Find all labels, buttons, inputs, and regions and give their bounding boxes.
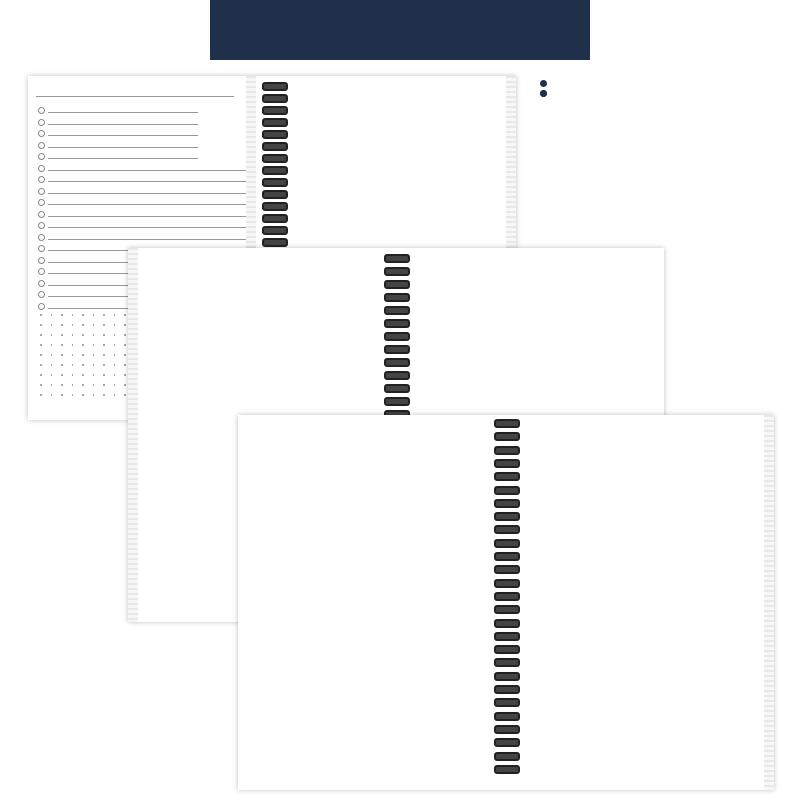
list-line: [48, 193, 246, 194]
binding-ring-icon: [494, 658, 520, 667]
dot-mark: [40, 334, 42, 336]
dot-mark: [51, 354, 53, 356]
page-edge: [764, 415, 774, 790]
dot-mark: [40, 364, 42, 366]
list-circle-icon: [38, 303, 45, 310]
dot-mark: [61, 384, 63, 386]
dot-mark: [114, 394, 116, 396]
dot-mark: [114, 324, 116, 326]
binding-ring-icon: [494, 446, 520, 455]
dot-mark: [82, 384, 84, 386]
list-line: [48, 124, 198, 125]
dot-mark: [72, 334, 74, 336]
weekly-left-days: [250, 437, 478, 757]
binding-ring-icon: [384, 345, 410, 354]
monthly-right-grid: [420, 272, 648, 414]
monthly-notes-lines: [140, 272, 192, 512]
binding-ring-icon: [262, 154, 288, 163]
binding-ring-icon: [494, 672, 520, 681]
list-line: [48, 204, 246, 205]
page-edge: [128, 248, 138, 622]
dot-mark: [72, 344, 74, 346]
list-line: [48, 170, 246, 171]
list-circle-icon: [38, 176, 45, 183]
dot-mark: [82, 334, 84, 336]
binding-ring-icon: [494, 579, 520, 588]
dot-mark: [82, 364, 84, 366]
list-line: [36, 96, 234, 97]
list-line: [48, 135, 198, 136]
binding-ring-icon: [384, 358, 410, 367]
list-line: [48, 112, 198, 113]
binding-ring-icon: [262, 238, 288, 247]
list-circle-icon: [38, 130, 45, 137]
dot-mark: [114, 344, 116, 346]
list-circle-icon: [38, 268, 45, 275]
dot-mark: [103, 394, 105, 396]
binding-ring-icon: [494, 605, 520, 614]
dot-mark: [124, 324, 126, 326]
binding-ring-icon: [384, 332, 410, 341]
list-circle-icon: [38, 291, 45, 298]
binding-ring-icon: [494, 765, 520, 774]
binding-ring-icon: [262, 82, 288, 91]
list-line: [48, 227, 246, 228]
dot-mark: [103, 364, 105, 366]
dot-mark: [93, 334, 95, 336]
binding-ring-icon: [384, 384, 410, 393]
dot-mark: [72, 374, 74, 376]
dot-mark: [72, 324, 74, 326]
binding-ring-icon: [494, 539, 520, 548]
dot-mark: [40, 354, 42, 356]
dot-mark: [124, 374, 126, 376]
dot-mark: [51, 334, 53, 336]
list-line: [48, 147, 198, 148]
dot-mark: [61, 374, 63, 376]
dot-mark: [103, 314, 105, 316]
list-line: [48, 158, 198, 159]
dot-mark: [93, 384, 95, 386]
list-circle-icon: [38, 119, 45, 126]
dot-mark: [124, 314, 126, 316]
binding-ring-icon: [384, 254, 410, 263]
dot-mark: [103, 334, 105, 336]
dot-mark: [82, 324, 84, 326]
binding-ring-icon: [262, 202, 288, 211]
binding-ring-icon: [494, 565, 520, 574]
dot-mark: [82, 344, 84, 346]
binding-ring-icon: [384, 267, 410, 276]
list-circle-icon: [38, 245, 45, 252]
dot-mark: [51, 314, 53, 316]
list-line: [48, 181, 246, 182]
dot-mark: [40, 324, 42, 326]
binding-ring-icon: [384, 306, 410, 315]
binding-ring-icon: [262, 214, 288, 223]
binding-ring-icon: [494, 525, 520, 534]
binding-ring-icon: [494, 552, 520, 561]
binding-ring-icon: [262, 166, 288, 175]
dot-mark: [93, 314, 95, 316]
dot-mark: [114, 314, 116, 316]
banner: [210, 0, 590, 60]
dot-mark: [61, 334, 63, 336]
binding-ring-icon: [494, 499, 520, 508]
list-circle-icon: [38, 222, 45, 229]
binding-ring-icon: [494, 685, 520, 694]
binding-ring-icon: [494, 486, 520, 495]
binding-ring-icon: [494, 419, 520, 428]
dot-mark: [40, 344, 42, 346]
binding-ring-icon: [384, 280, 410, 289]
binding-ring-icon: [494, 512, 520, 521]
binding-ring-icon: [384, 319, 410, 328]
list-circle-icon: [38, 280, 45, 287]
list-line: [48, 239, 246, 240]
dot-mark: [124, 394, 126, 396]
list-circle-icon: [38, 199, 45, 206]
dot-mark: [40, 374, 42, 376]
binding-ring-icon: [262, 118, 288, 127]
binding-ring-icon: [262, 142, 288, 151]
dot-mark: [51, 344, 53, 346]
dot-mark: [40, 394, 42, 396]
spiral-binding: [492, 415, 522, 790]
dot-mark: [51, 384, 53, 386]
binding-ring-icon: [494, 712, 520, 721]
binding-ring-icon: [494, 645, 520, 654]
binding-ring-icon: [494, 459, 520, 468]
dot-mark: [72, 384, 74, 386]
dot-mark: [93, 324, 95, 326]
binding-ring-icon: [262, 226, 288, 235]
binding-ring-icon: [494, 698, 520, 707]
dot-mark: [124, 334, 126, 336]
dot-mark: [103, 374, 105, 376]
list-circle-icon: [38, 188, 45, 195]
binding-ring-icon: [262, 130, 288, 139]
dot-mark: [51, 394, 53, 396]
dot-mark: [82, 314, 84, 316]
dot-mark: [51, 374, 53, 376]
list-circle-icon: [38, 142, 45, 149]
dot-mark: [61, 344, 63, 346]
dot-mark: [82, 354, 84, 356]
dot-mark: [72, 364, 74, 366]
dot-mark: [51, 364, 53, 366]
dot-mark: [51, 324, 53, 326]
dot-mark: [72, 314, 74, 316]
weekly-spread: [238, 415, 774, 790]
binding-ring-icon: [262, 106, 288, 115]
binding-ring-icon: [384, 293, 410, 302]
dot-mark: [103, 324, 105, 326]
dot-mark: [72, 354, 74, 356]
dot-mark: [61, 354, 63, 356]
dot-mark: [61, 394, 63, 396]
binding-ring-icon: [494, 738, 520, 747]
dot-mark: [93, 394, 95, 396]
dot-mark: [124, 354, 126, 356]
binding-ring-icon: [262, 190, 288, 199]
binding-ring-icon: [494, 619, 520, 628]
list-circle-icon: [38, 257, 45, 264]
binding-ring-icon: [384, 397, 410, 406]
binding-ring-icon: [494, 592, 520, 601]
dot-mark: [61, 314, 63, 316]
dot-mark: [40, 314, 42, 316]
binding-ring-icon: [262, 94, 288, 103]
dot-mark: [72, 394, 74, 396]
dot-mark: [103, 344, 105, 346]
dot-mark: [93, 364, 95, 366]
list-circle-icon: [38, 165, 45, 172]
dot-mark: [114, 374, 116, 376]
dot-mark: [93, 354, 95, 356]
dot-mark: [40, 384, 42, 386]
dot-mark: [124, 344, 126, 346]
list-circle-icon: [38, 211, 45, 218]
weekly-right-days: [534, 433, 766, 757]
features-list: [540, 76, 790, 86]
bullet-icon: [540, 90, 547, 97]
dot-mark: [103, 354, 105, 356]
dot-mark: [82, 394, 84, 396]
dot-mark: [61, 324, 63, 326]
binding-ring-icon: [494, 632, 520, 641]
dot-mark: [124, 384, 126, 386]
dot-mark: [93, 344, 95, 346]
dot-mark: [103, 384, 105, 386]
dot-mark: [114, 354, 116, 356]
list-circle-icon: [38, 107, 45, 114]
binding-ring-icon: [384, 371, 410, 380]
binding-ring-icon: [494, 752, 520, 761]
dot-mark: [61, 364, 63, 366]
dot-mark: [114, 384, 116, 386]
dot-mark: [114, 364, 116, 366]
list-circle-icon: [38, 234, 45, 241]
dot-mark: [114, 334, 116, 336]
binding-ring-icon: [262, 178, 288, 187]
binding-ring-icon: [494, 725, 520, 734]
list-line: [48, 216, 246, 217]
list-circle-icon: [38, 153, 45, 160]
dot-mark: [93, 374, 95, 376]
binding-ring-icon: [494, 472, 520, 481]
binding-ring-icon: [494, 432, 520, 441]
dot-mark: [82, 374, 84, 376]
bullet-icon: [540, 80, 547, 87]
dot-mark: [124, 364, 126, 366]
